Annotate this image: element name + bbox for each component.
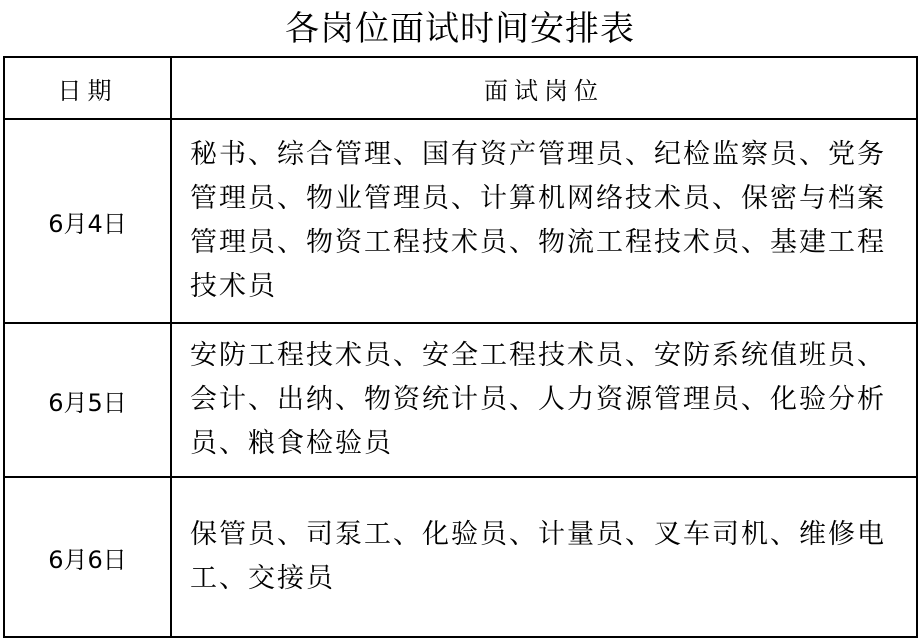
row-positions: 安防工程技术员、安全工程技术员、安防系统值班员、会计、出纳、物资统计员、人力资源管理员、化验分析员、粮食检验员 <box>171 323 917 477</box>
row-date: 6月4日 <box>4 119 171 323</box>
row-positions: 秘书、综合管理、国有资产管理员、纪检监察员、党务管理员、物业管理员、计算机网络技术员、保密与档案管理员、物资工程技术员、物流工程技术员、基建工程技术员 <box>171 119 917 323</box>
interview-schedule-table <box>3 56 918 638</box>
table-row <box>4 119 917 323</box>
table-row <box>4 323 917 477</box>
row-positions: 保管员、司泵工、化验员、计量员、叉车司机、维修电工、交接员 <box>171 477 917 637</box>
table-header-row <box>4 57 917 119</box>
table-row <box>4 477 917 637</box>
header-positions: 面试岗位 <box>171 57 917 119</box>
row-date: 6月5日 <box>4 323 171 477</box>
row-date: 6月6日 <box>4 477 171 637</box>
page-title: 各岗位面试时间安排表 <box>285 9 635 49</box>
header-date: 日期 <box>4 57 171 119</box>
